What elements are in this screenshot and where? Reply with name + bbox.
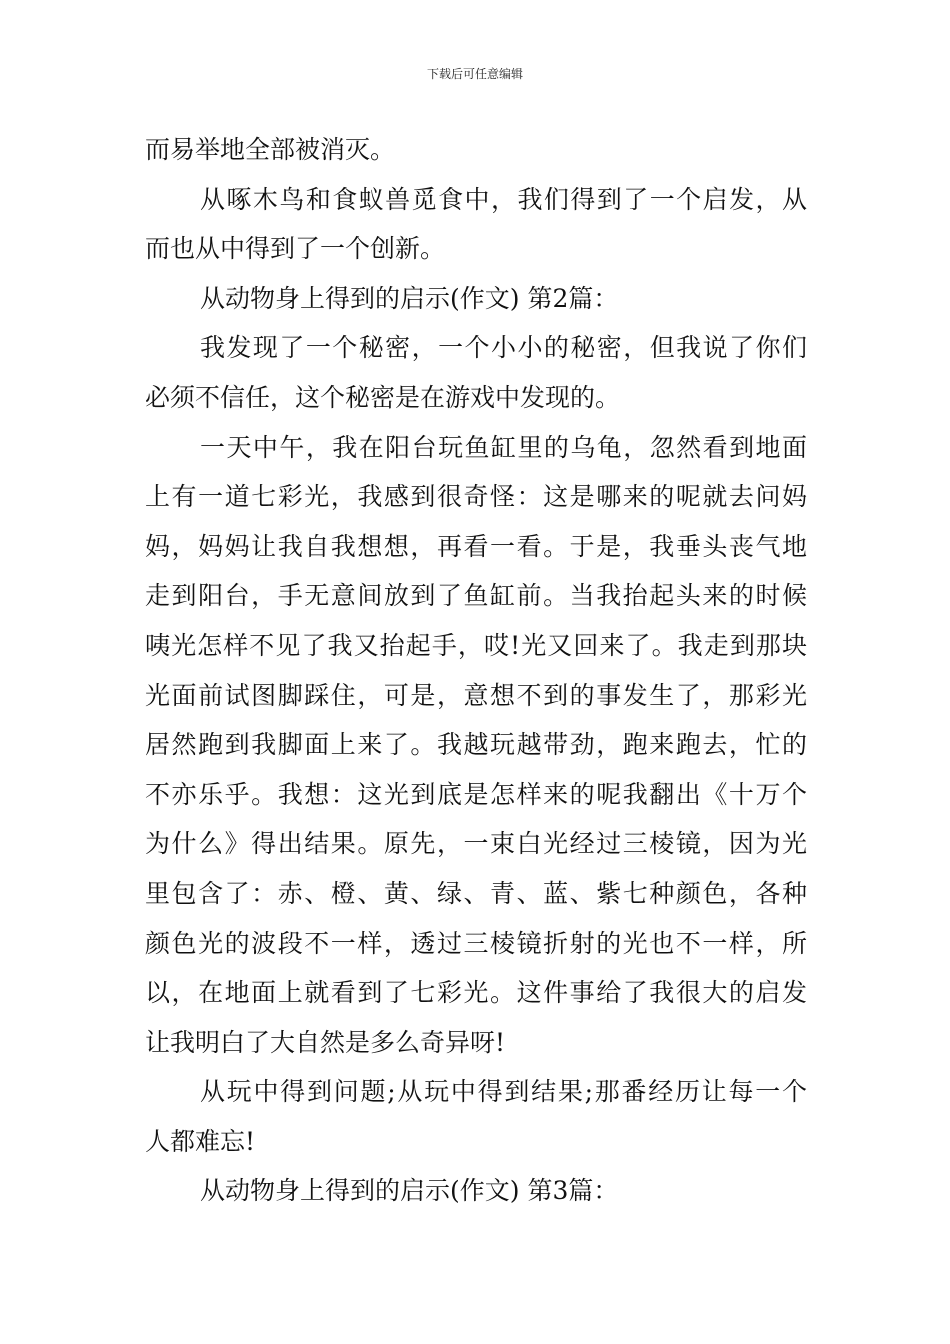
text-line: 不亦乐乎。我想：这光到底是怎样来的呢我翻出《十万个 (145, 779, 807, 809)
section-heading: 从动物身上得到的启示(作文) 第3篇： (200, 1176, 619, 1206)
text-line: 里包含了：赤、橙、黄、绿、青、蓝、紫七种颜色，各种 (145, 878, 807, 908)
text-line: 从啄木鸟和食蚁兽觅食中，我们得到了一个启发，从 (200, 184, 807, 214)
text-line: 为什么》得出结果。原先，一束白光经过三棱镜，因为光 (145, 829, 807, 859)
text-line: 而也从中得到了一个创新。 (145, 234, 446, 264)
text-line: 妈，妈妈让我自我想想，再看一看。于是，我垂头丧气地 (145, 531, 807, 561)
text-line: 从玩中得到问题;从玩中得到结果;那番经历让每一个 (200, 1077, 807, 1107)
text-line: 一天中午，我在阳台玩鱼缸里的乌龟，忽然看到地面 (200, 432, 807, 462)
text-line: 居然跑到我脚面上来了。我越玩越带劲，跑来跑去，忙的 (145, 730, 807, 760)
text-line: 让我明白了大自然是多么奇异呀! (145, 1027, 506, 1057)
text-line: 上有一道七彩光，我感到很奇怪：这是哪来的呢就去问妈 (145, 482, 807, 512)
body-text (145, 125, 807, 1216)
text-line: 咦光怎样不见了我又抬起手，哎!光又回来了。我走到那块 (145, 630, 807, 660)
text-line: 以，在地面上就看到了七彩光。这件事给了我很大的启发 (145, 978, 807, 1008)
text-line: 而易举地全部被消灭。 (145, 135, 396, 164)
page-header: 下载后可任意编辑 (426, 67, 523, 81)
text-line: 我发现了一个秘密，一个小小的秘密，但我说了你们 (200, 333, 807, 363)
text-line: 颜色光的波段不一样，透过三棱镜折射的光也不一样，所 (145, 928, 807, 958)
text-line: 人都难忘! (145, 1126, 256, 1156)
text-line: 光面前试图脚踩住，可是，意想不到的事发生了，那彩光 (145, 680, 807, 710)
text-line: 必须不信任，这个秘密是在游戏中发现的。 (145, 382, 621, 412)
text-line: 走到阳台，手无意间放到了鱼缸前。当我抬起头来的时候 (145, 581, 807, 611)
section-heading: 从动物身上得到的启示(作文) 第2篇： (200, 283, 619, 313)
